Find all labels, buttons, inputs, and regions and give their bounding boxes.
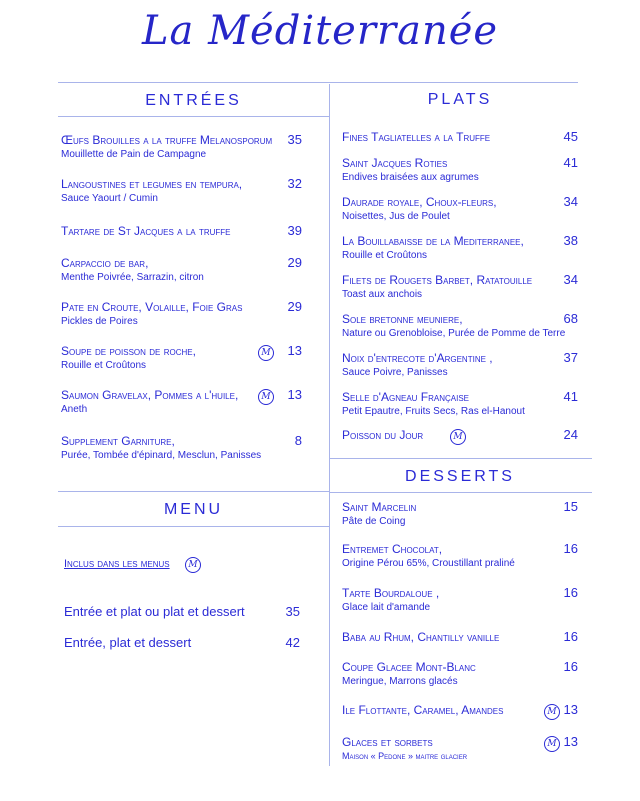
- item-name: Saint Jacques Roties: [342, 156, 448, 170]
- divider: [58, 491, 329, 492]
- entrees-item: [61, 434, 261, 461]
- desserts-item: [342, 735, 467, 761]
- plats-item: [342, 234, 524, 261]
- item-name: Poisson du Jour: [342, 428, 424, 442]
- item-price: 16: [563, 541, 578, 556]
- entrees-item: [61, 344, 196, 371]
- item-price: 16: [563, 585, 578, 600]
- item-description: Meringue, Marrons glacés: [342, 676, 458, 687]
- section-title-plats: PLATS: [427, 91, 493, 108]
- item-description: Noisettes, Jus de Poulet: [342, 211, 450, 222]
- divider: [58, 116, 329, 117]
- plats-item: [342, 195, 497, 222]
- item-name: Sole bretonne meuniere,: [342, 312, 463, 326]
- menu-option-price: 35: [285, 604, 300, 619]
- item-name: Entremet Chocolat,: [342, 542, 443, 556]
- item-price: 29: [287, 299, 302, 314]
- item-description: Nature ou Grenobloise, Purée de Pomme de Terre: [342, 328, 566, 339]
- menu-option-price: 42: [285, 635, 300, 650]
- item-description: Mouillette de Pain de Campagne: [61, 149, 207, 160]
- column-divider: [329, 84, 330, 766]
- item-name: Ile Flottante, Caramel, Amandes: [342, 703, 504, 717]
- menu-marker-icon: M: [185, 557, 201, 573]
- item-description: Origine Pérou 65%, Croustillant praliné: [342, 558, 515, 569]
- section-title-menu: MENU: [163, 501, 224, 518]
- item-name: Fines Tagliatelles a la Truffe: [342, 130, 491, 144]
- section-title-desserts: DESSERTS: [405, 468, 515, 485]
- item-name: Tartare de St Jacques a la truffe: [61, 224, 231, 238]
- item-name: Soupe de poisson de roche,: [61, 344, 196, 358]
- item-description: Endives braisées aux agrumes: [342, 172, 479, 183]
- menu-marker-icon: M: [258, 345, 274, 361]
- menu-option-label: Entrée et plat ou plat et dessert: [64, 604, 245, 619]
- entrees-item: [61, 224, 231, 238]
- restaurant-logo: La Méditerranée: [141, 8, 499, 54]
- menu-marker-icon: M: [544, 704, 560, 720]
- plats-item: [342, 130, 490, 144]
- plats-item: [342, 312, 565, 339]
- menu-marker-icon: M: [544, 736, 560, 752]
- item-name: Supplement Garniture,: [61, 434, 175, 448]
- item-price: 39: [287, 223, 302, 238]
- plats-item: [342, 428, 423, 442]
- item-name: Pate en Croute, Volaille, Foie Gras: [61, 300, 243, 314]
- entrees-item: [61, 256, 204, 283]
- menu-included-label: Inclus dans les menus: [64, 558, 170, 570]
- desserts-item: [342, 500, 416, 527]
- item-price: 41: [563, 389, 578, 404]
- item-name: Glaces et sorbets: [342, 735, 433, 749]
- menu-marker-icon: M: [258, 389, 274, 405]
- item-price: 35: [287, 132, 302, 147]
- item-description: Toast aux anchois: [342, 289, 423, 300]
- item-description: Menthe Poivrée, Sarrazin, citron: [61, 272, 204, 283]
- item-name: Coupe Glacee Mont-Blanc: [342, 660, 476, 674]
- item-name: Carpaccio de bar,: [61, 256, 149, 270]
- item-price: 41: [563, 155, 578, 170]
- plats-item: [342, 390, 525, 417]
- item-description: Rouille et Croûtons: [342, 250, 428, 261]
- item-description: Maison « Pedone » maitre glacier: [342, 751, 468, 761]
- menu-option-label: Entrée, plat et dessert: [64, 635, 192, 650]
- item-price: 13: [287, 343, 302, 358]
- item-price: 34: [563, 194, 578, 209]
- entrees-item: [61, 177, 242, 204]
- item-price: 8: [294, 433, 302, 448]
- item-name: Saint Marcelin: [342, 500, 417, 514]
- item-name: Selle d'Agneau Française: [342, 390, 469, 404]
- item-price: 13: [563, 702, 578, 717]
- item-name: Noix d'entrecote d'Argentine ,: [342, 351, 493, 365]
- plats-item: [342, 156, 479, 183]
- desserts-item: [342, 660, 476, 687]
- item-description: Pickles de Poires: [61, 316, 138, 327]
- item-description: Sauce Poivre, Panisses: [342, 367, 448, 378]
- divider: [58, 82, 578, 83]
- divider: [330, 492, 592, 493]
- item-price: 45: [563, 129, 578, 144]
- item-description: Pâte de Coing: [342, 516, 406, 527]
- item-price: 29: [287, 255, 302, 270]
- item-price: 13: [563, 734, 578, 749]
- section-title-entrees: ENTRÉES: [145, 92, 242, 109]
- item-price: 15: [563, 499, 578, 514]
- item-price: 16: [563, 629, 578, 644]
- item-name: Filets de Rougets Barbet, Ratatouille: [342, 273, 533, 287]
- item-price: 16: [563, 659, 578, 674]
- menu-marker-icon: M: [450, 429, 466, 445]
- entrees-item: [61, 388, 238, 415]
- divider: [58, 526, 329, 527]
- item-description: Petit Epautre, Fruits Secs, Ras el-Hanout: [342, 406, 525, 417]
- item-price: 34: [563, 272, 578, 287]
- plats-item: [342, 273, 532, 300]
- item-name: Tarte Bourdaloue ,: [342, 586, 440, 600]
- item-name: Langoustines et legumes en tempura,: [61, 177, 243, 191]
- item-price: 13: [287, 387, 302, 402]
- divider: [330, 458, 592, 459]
- item-price: 68: [563, 311, 578, 326]
- item-price: 37: [563, 350, 578, 365]
- item-description: Glace lait d'amande: [342, 602, 431, 613]
- desserts-item: [342, 586, 439, 613]
- item-name: La Bouillabaisse de la Mediterranee,: [342, 234, 524, 248]
- item-price: 24: [563, 427, 578, 442]
- item-description: Purée, Tombée d'épinard, Mesclun, Panisses: [61, 450, 262, 461]
- item-description: Aneth: [61, 404, 88, 415]
- item-name: Saumon Gravelax, Pommes a l'huile,: [61, 388, 239, 402]
- plats-item: [342, 351, 493, 378]
- item-name: Daurade royale, Choux-fleurs,: [342, 195, 497, 209]
- desserts-item: [342, 542, 515, 569]
- entrees-item: [61, 300, 242, 327]
- item-description: Sauce Yaourt / Cumin: [61, 193, 158, 204]
- item-name: Œufs Brouilles a la truffe Melanosporum: [61, 133, 273, 147]
- desserts-item: [342, 703, 503, 717]
- desserts-item: [342, 630, 499, 644]
- entrees-item: [61, 133, 272, 160]
- item-price: 38: [563, 233, 578, 248]
- item-name: Baba au Rhum, Chantilly vanille: [342, 630, 500, 644]
- item-description: Rouille et Croûtons: [61, 360, 147, 371]
- item-price: 32: [287, 176, 302, 191]
